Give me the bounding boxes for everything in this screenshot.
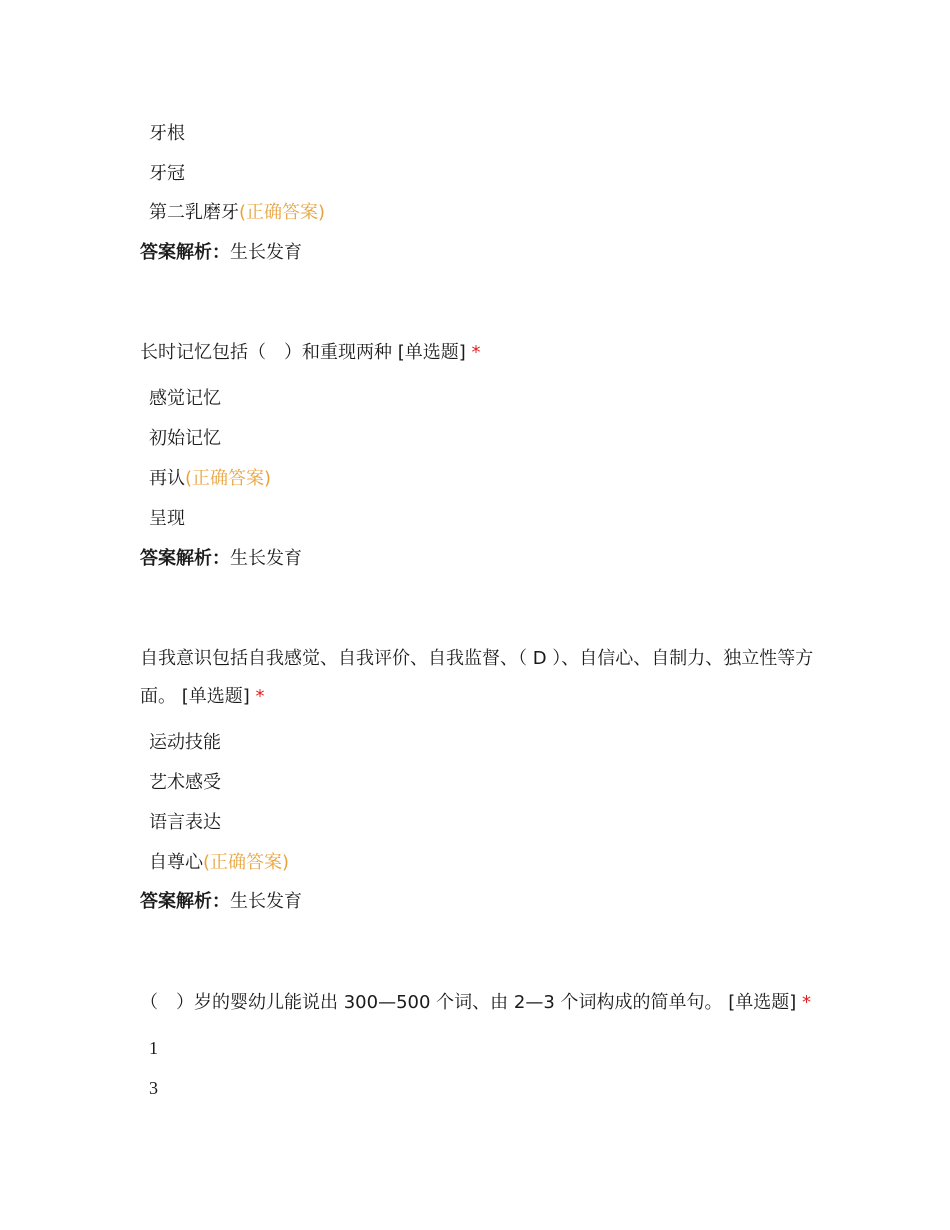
question-type: [单选题]	[728, 992, 797, 1013]
analysis-text: 生长发育	[230, 891, 302, 912]
question-text: 自我意识包括自我感觉、自我评价、自我监督、（ D ）、自信心、自制力、独立性等方面。	[140, 648, 814, 707]
option-text: 艺术感受	[149, 772, 221, 793]
option-item	[149, 731, 221, 755]
option-text: 1	[149, 1038, 158, 1058]
option-text: 第二乳磨牙	[149, 202, 239, 223]
correct-answer-mark: (正确答案)	[203, 852, 290, 873]
option-text: 呈现	[149, 508, 185, 529]
option-text: 牙根	[149, 123, 185, 144]
option-item	[149, 201, 325, 225]
option-item	[149, 122, 185, 146]
analysis-label: 答案解析：	[140, 548, 230, 569]
option-item	[149, 811, 221, 835]
option-item	[149, 771, 221, 795]
answer-analysis	[140, 547, 302, 571]
question-type: [单选题]	[397, 342, 466, 363]
option-text: 初始记忆	[149, 428, 221, 449]
question-title	[140, 341, 481, 365]
answer-analysis	[140, 890, 302, 914]
required-mark: *	[255, 686, 265, 707]
answer-analysis	[140, 241, 302, 265]
question-text: 长时记忆包括（ ）和重现两种	[140, 342, 392, 363]
option-item	[149, 851, 289, 875]
option-item	[149, 507, 185, 531]
option-text: 感觉记忆	[149, 388, 221, 409]
analysis-text: 生长发育	[230, 242, 302, 263]
option-item	[149, 427, 221, 451]
correct-answer-mark: (正确答案)	[185, 468, 272, 489]
correct-answer-mark: (正确答案)	[239, 202, 326, 223]
analysis-label: 答案解析：	[140, 242, 230, 263]
question-type: [单选题]	[181, 686, 250, 707]
option-text: 自尊心	[149, 852, 203, 873]
option-text: 3	[149, 1078, 158, 1098]
analysis-text: 生长发育	[230, 548, 302, 569]
analysis-label: 答案解析：	[140, 891, 230, 912]
option-text: 运动技能	[149, 732, 221, 753]
question-title	[140, 640, 820, 716]
option-text: 牙冠	[149, 163, 185, 184]
question-title	[140, 991, 811, 1015]
question-text: （ ）岁的婴幼儿能说出 300—500 个词、由 2—3 个词构成的简单句。	[140, 992, 723, 1013]
option-text: 再认	[149, 468, 185, 489]
option-item	[149, 1076, 158, 1100]
required-mark: *	[471, 342, 481, 363]
option-text: 语言表达	[149, 812, 221, 833]
option-item	[149, 387, 221, 411]
option-item	[149, 467, 271, 491]
option-item	[149, 162, 185, 186]
required-mark: *	[802, 992, 812, 1013]
option-item	[149, 1036, 158, 1060]
